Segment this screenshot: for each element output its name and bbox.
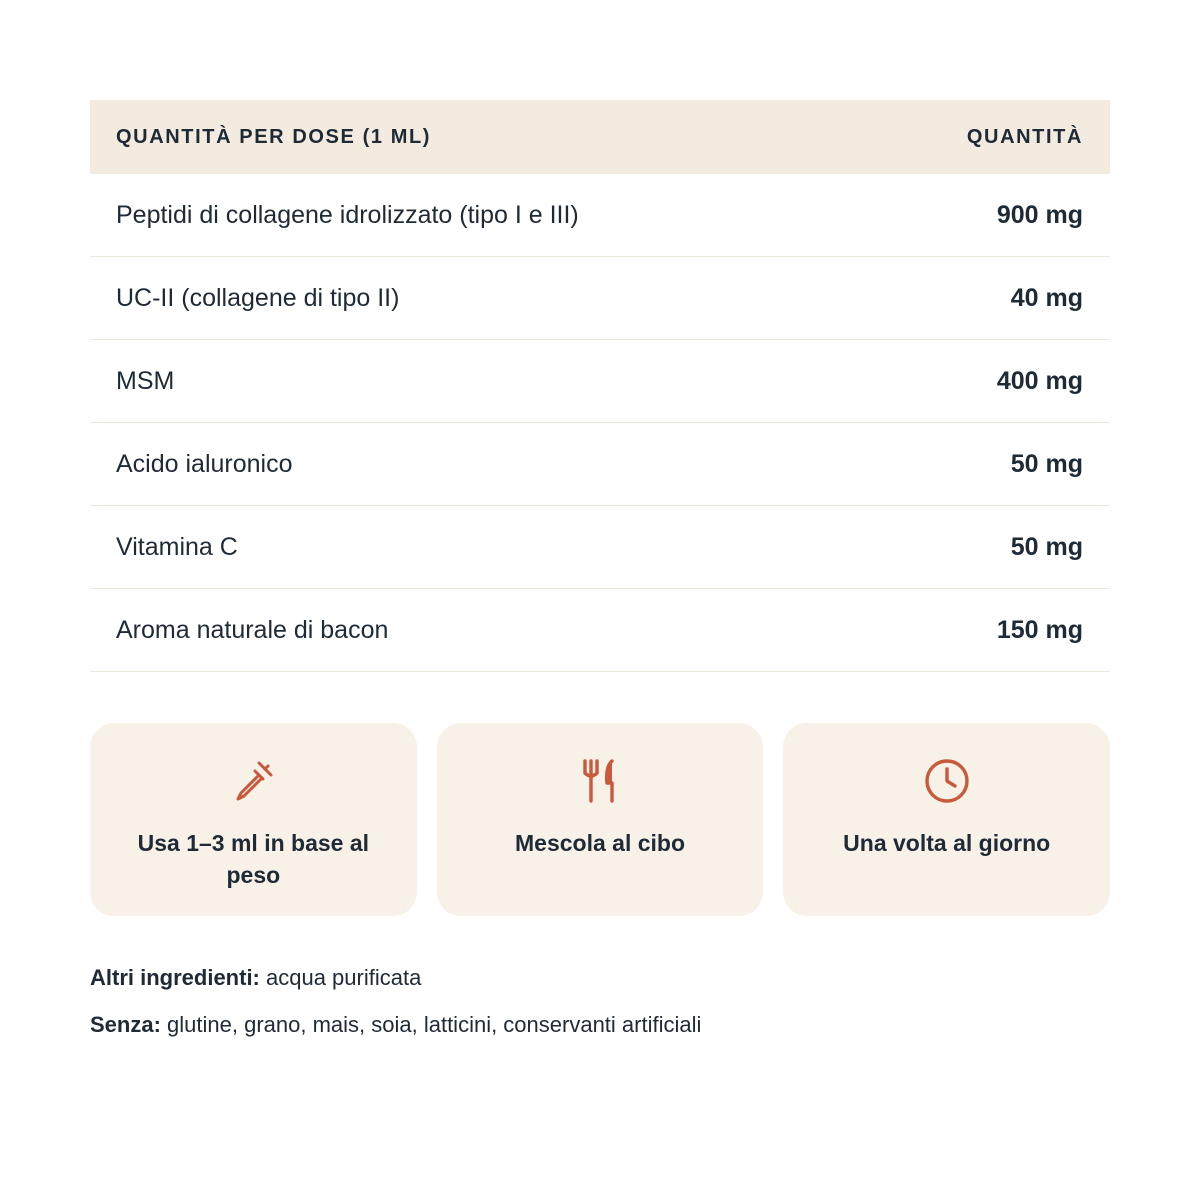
ingredient-name: MSM — [116, 366, 175, 395]
ingredient-name: UC-II (collagene di tipo II) — [116, 283, 400, 312]
header-ingredient-label: QUANTITÀ PER DOSE (1 ML) — [116, 125, 432, 148]
other-ingredients-note — [90, 964, 1110, 992]
ingredient-amount: 150 mg — [996, 615, 1083, 644]
free-from-note — [90, 1011, 1110, 1039]
usage-card-frequency — [783, 723, 1110, 916]
supplement-facts — [90, 100, 1110, 1058]
usage-card-label: Mescola al cibo — [515, 830, 686, 856]
ingredient-name: Aroma naturale di bacon — [116, 615, 389, 644]
note-label: Altri ingredienti: — [90, 965, 260, 990]
ingredient-name: Acido ialuronico — [116, 449, 293, 478]
table-row — [90, 257, 1110, 340]
table-row — [90, 506, 1110, 589]
table-row — [90, 423, 1110, 506]
table-header — [90, 100, 1110, 174]
note-value: glutine, grano, mais, soia, latticini, conservanti artificiali — [160, 1012, 702, 1037]
ingredient-amount: 400 mg — [996, 366, 1083, 395]
ingredient-amount: 900 mg — [996, 200, 1083, 229]
usage-card-label: Una volta al giorno — [843, 830, 1051, 856]
usage-card-label: Usa 1–3 ml in base al peso — [137, 830, 370, 888]
fork-knife-icon — [576, 757, 624, 805]
ingredient-amount: 50 mg — [1010, 532, 1083, 561]
table-row — [90, 589, 1110, 672]
table-row — [90, 340, 1110, 423]
header-amount-label: QUANTITÀ — [966, 125, 1083, 148]
ingredient-amount: 50 mg — [1010, 449, 1083, 478]
ingredient-name: Peptidi di collagene idrolizzato (tipo I e III) — [116, 200, 579, 229]
dosage-table — [90, 100, 1110, 672]
usage-card-mix — [437, 723, 764, 916]
usage-cards — [90, 723, 1110, 916]
note-value: acqua purificata — [259, 965, 422, 990]
ingredient-amount: 40 mg — [1010, 283, 1083, 312]
ingredient-notes — [90, 964, 1110, 1039]
dropper-icon — [229, 757, 277, 805]
clock-icon — [923, 757, 971, 805]
table-row — [90, 174, 1110, 257]
ingredient-name: Vitamina C — [116, 532, 238, 561]
usage-card-dose — [90, 723, 417, 916]
note-label: Senza: — [90, 1012, 161, 1037]
